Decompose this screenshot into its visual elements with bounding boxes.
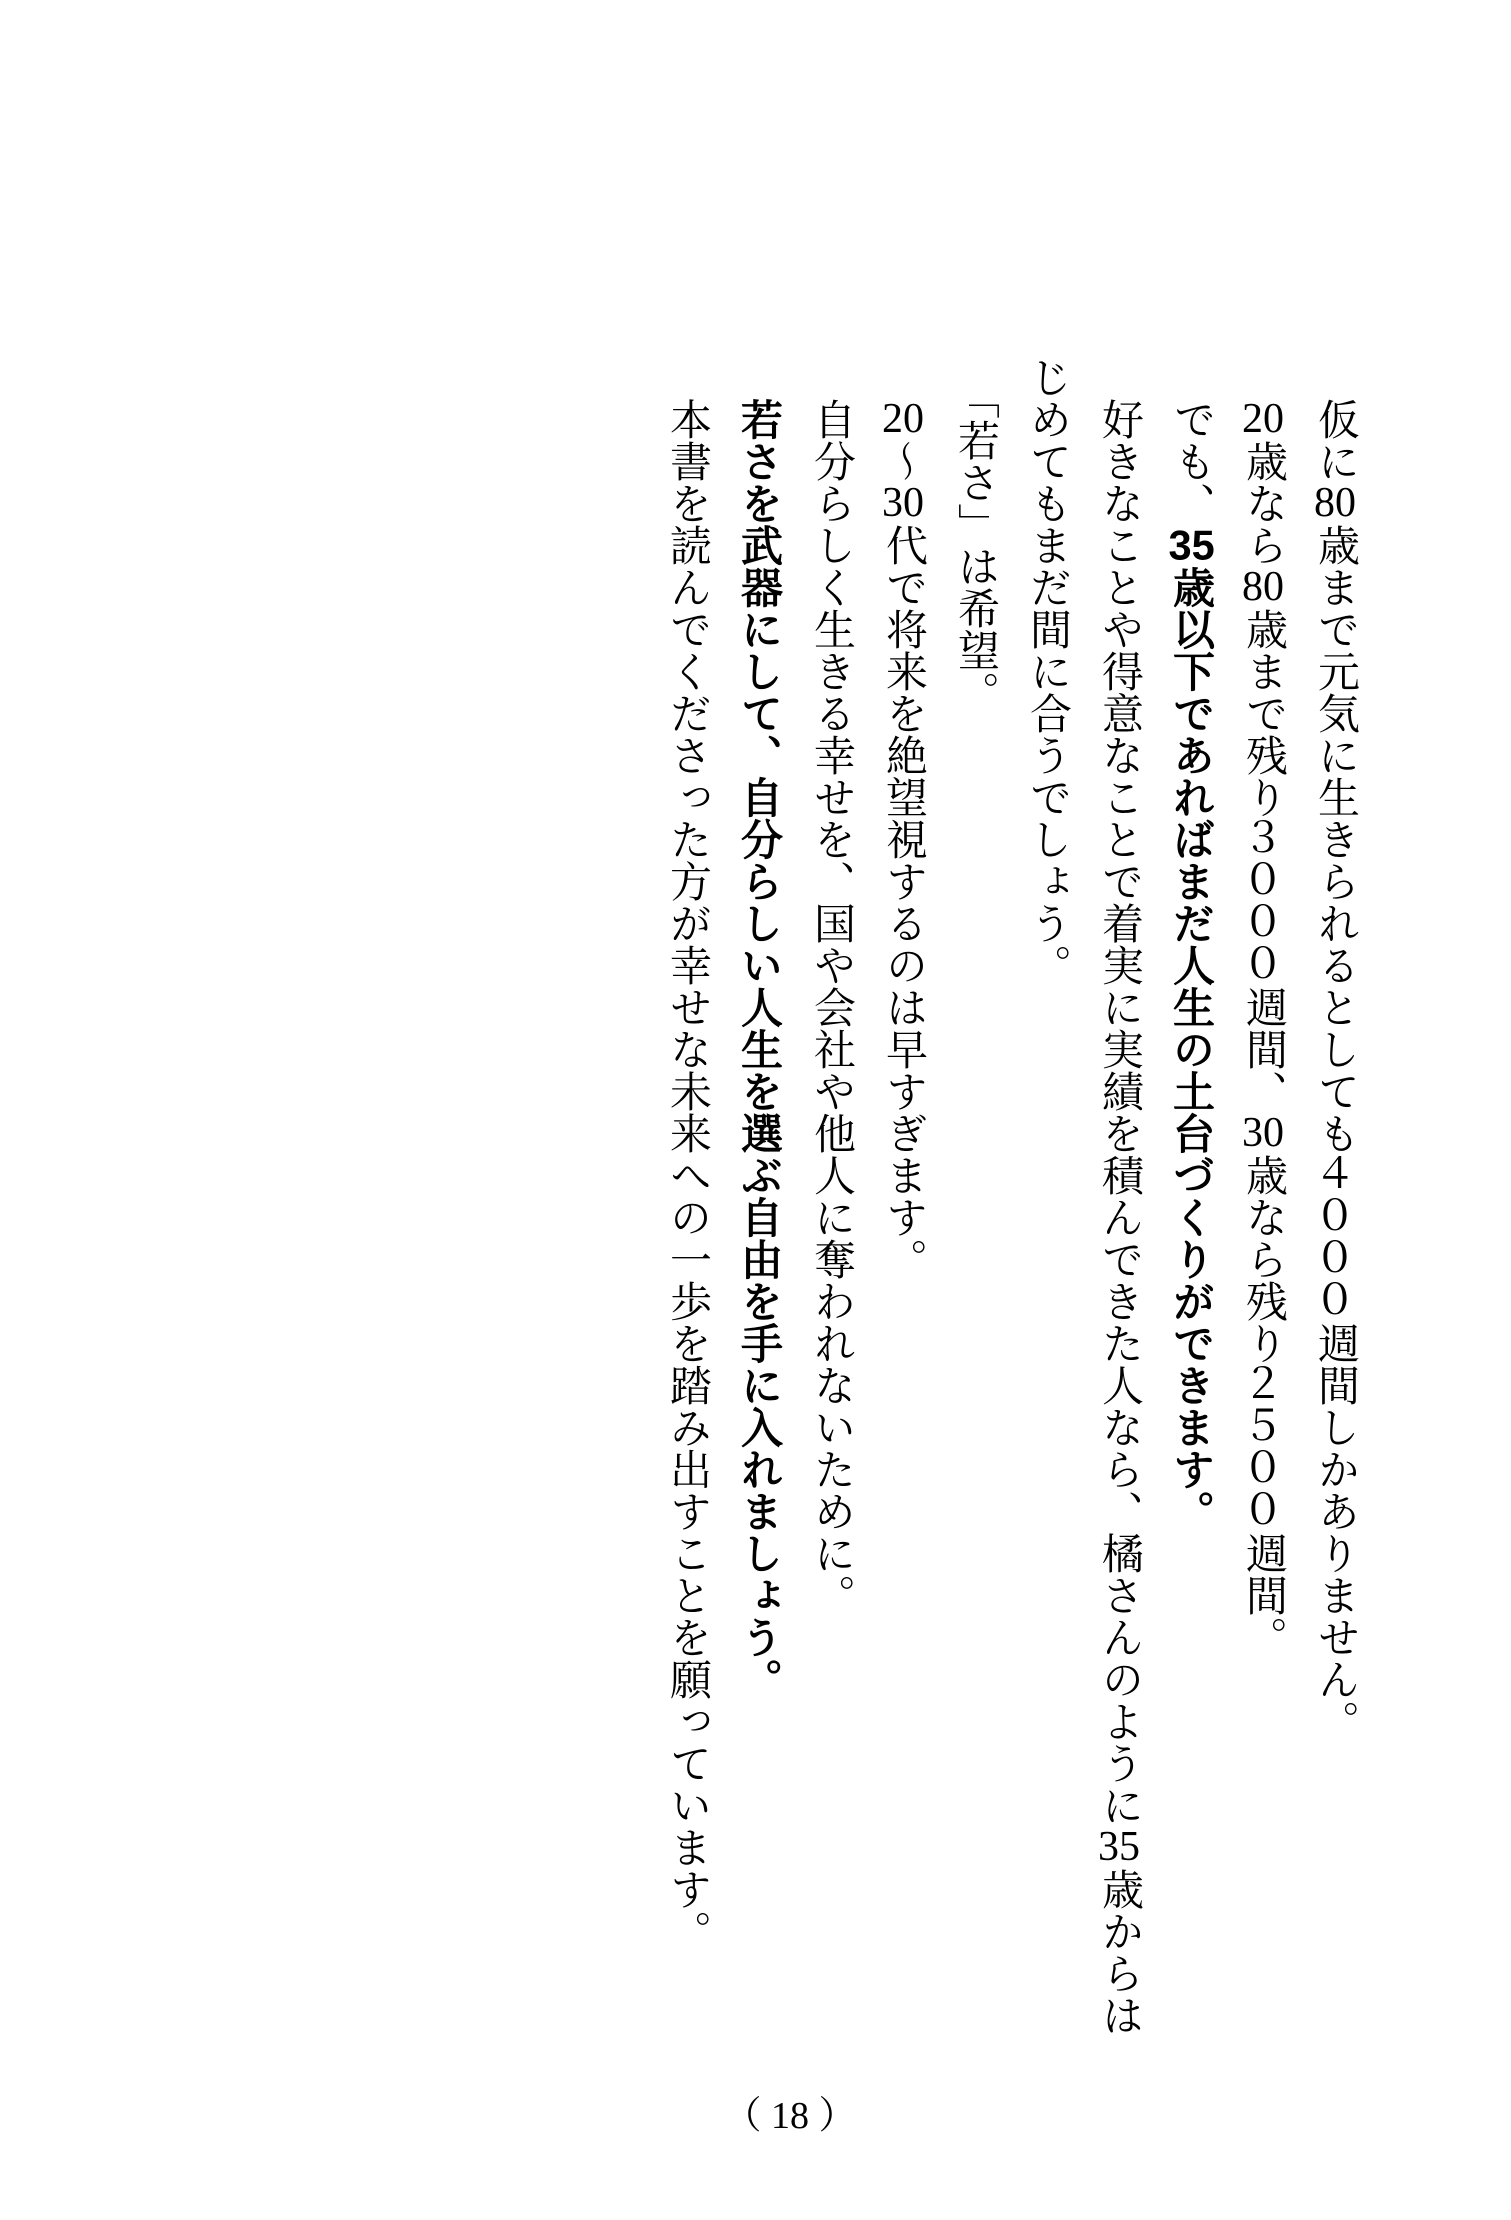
text-run: ０ [1241, 1448, 1284, 1490]
paragraph [795, 356, 867, 2038]
text-run: 歳からはじめてもまだ間に合うでしょう。 [1024, 356, 1142, 2036]
paragraph [651, 356, 723, 2038]
text-run: 歳なら残り [1240, 1154, 1286, 1364]
text-run: 本書を読んでくださった方が幸せな未来への一歩を踏み出すことを願っています。 [664, 398, 710, 1952]
text-run: 歳まで元気に生きられるとしても [1312, 524, 1358, 1154]
text-run: 20 [1242, 398, 1284, 440]
text-run: 週間しかありません。 [1312, 1322, 1358, 1742]
paragraph [1227, 356, 1299, 2038]
text-run: 35 [1098, 1826, 1140, 1868]
text-run: 自分らしく生きる幸せを、国や会社や他人に奪われないために。 [808, 398, 854, 1616]
text-run: 歳まで残り [1240, 608, 1286, 818]
text-run: ０ [1313, 1238, 1356, 1280]
text-run: ０ [1313, 1280, 1356, 1322]
text-run: ５ [1241, 1406, 1284, 1448]
body-text [651, 356, 1371, 2038]
text-run: 歳なら [1240, 440, 1286, 566]
page-number: （ 18 ） [723, 2095, 857, 2137]
paragraph [867, 356, 939, 2038]
text-run: 仮に [1312, 398, 1358, 482]
text-run: 週間。 [1240, 1532, 1286, 1658]
emphasis-text-run: 歳以下であればまだ人生の土台づくりができます。 [1168, 566, 1215, 1532]
text-run: 20 [882, 398, 924, 440]
paragraph [723, 356, 795, 2038]
text-run: ０ [1241, 860, 1284, 902]
text-run: ０ [1313, 1196, 1356, 1238]
emphasis-text-run: 35 [1168, 524, 1215, 566]
text-run: 週間、 [1240, 986, 1286, 1112]
text-run: 好きなことや得意なことで着実に実績を積んできた人なら、橘さんのように [1096, 398, 1142, 1826]
text-run: ４ [1313, 1154, 1356, 1196]
text-run: ３ [1241, 818, 1284, 860]
text-run: 〜 [880, 440, 926, 482]
text-run: ０ [1241, 902, 1284, 944]
emphasis-text-run: 若さを武器にして、自分らしい人生を選ぶ自由を手に入れましょう。 [736, 398, 783, 1700]
paragraph [1299, 356, 1371, 2038]
text-run: 80 [1242, 566, 1284, 608]
paragraph [1011, 356, 1155, 2038]
text-run: 30 [1242, 1112, 1284, 1154]
paragraph [939, 356, 1011, 2038]
paragraph [1155, 356, 1227, 2038]
text-run: 「若さ」は希望。 [952, 377, 998, 713]
text-run: 30 [882, 482, 924, 524]
text-run: でも、 [1168, 398, 1214, 524]
text-run: 代で将来を絶望視するのは早すぎます。 [880, 524, 926, 1280]
text-run: ２ [1241, 1364, 1284, 1406]
text-run: ０ [1241, 944, 1284, 986]
text-run: 80 [1314, 482, 1356, 524]
text-run: ０ [1241, 1490, 1284, 1532]
